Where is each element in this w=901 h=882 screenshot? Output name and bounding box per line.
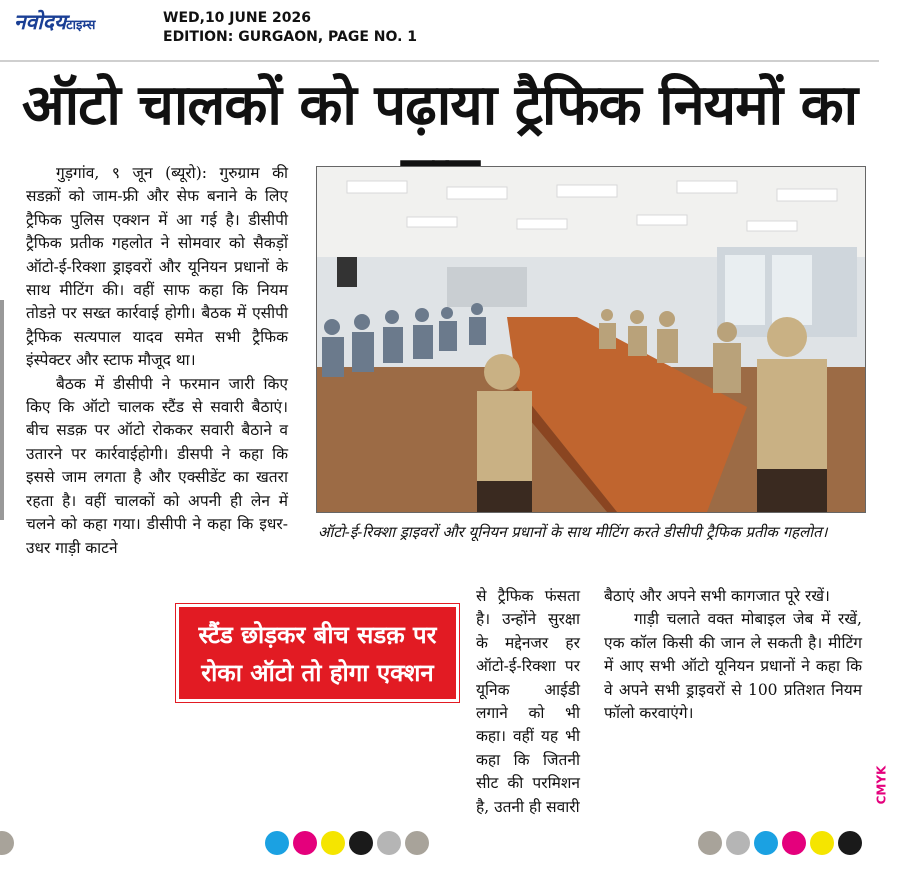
header-divider — [0, 60, 879, 62]
dateline — [163, 9, 417, 47]
edition-info: EDITION: GURGAON, PAGE NO. 1 — [163, 29, 418, 45]
photo-caption: ऑटो-ई-रिक्शा ड्राइवरों और यूनियन प्रधानों के साथ मीटिंग करते डीसीपी ट्रैफिक प्रतीक गहलोत। — [318, 523, 828, 541]
registration-mark — [754, 831, 778, 855]
article-paragraph: गाड़ी चलाते वक्त मोबाइल जेब में रखें, एक कॉल किसी की जान ले सकती है। मीटिंग में आए सभी ऑटो यूनियन प्रधानों ने कहा कि वे अपने सभी ड्राइवरों से 100 प्रतिशत नियम फॉलो करवाएंगे। — [604, 610, 862, 723]
article-column-1 — [26, 162, 288, 560]
masthead-logo — [14, 8, 139, 34]
pull-quote-line-1: स्टैंड छोड़कर बीच सडक़ पर — [198, 621, 437, 649]
registration-mark — [377, 831, 401, 855]
page-edge-bar — [0, 300, 4, 520]
registration-mark — [321, 831, 345, 855]
registration-mark — [726, 831, 750, 855]
registration-mark — [810, 831, 834, 855]
logo-secondary: टाइम्स — [66, 18, 96, 33]
registration-mark — [838, 831, 862, 855]
registration-mark — [349, 831, 373, 855]
article-paragraph: से ट्रैफिक फंसता है। उन्होंने सुरक्षा के मद्देनजर हर ऑटो-ई-रिक्शा पर यूनिक आईडी लगाने को भी कहा। वहीं यह भी कहा कि जितनी सीट की परमिशन है, उतनी ही सवारी — [476, 587, 580, 816]
meeting-photo-illustration — [317, 167, 865, 512]
registration-mark — [782, 831, 806, 855]
edition-date: WED,10 JUNE 2026 — [163, 10, 311, 26]
article-headline: ऑटो चालकों को पढ़ाया ट्रैफिक नियमों का — [21, 73, 858, 138]
article-paragraph: बैठाएं और अपने सभी कागजात पूरे रखें। — [604, 587, 830, 605]
cmyk-label — [862, 765, 889, 805]
article-column-3 — [604, 585, 862, 725]
registration-mark — [405, 831, 429, 855]
cmyk-text: CMYK — [874, 765, 889, 805]
registration-mark — [265, 831, 289, 855]
pull-quote-line-2: रोका ऑटो तो होगा एक्शन — [201, 659, 434, 687]
article-paragraph: बैठक में डीसीपी ने फरमान जारी किए किए कि ऑटो चालक स्टैंड से सवारी बैठाएं। बीच सडक़ पर ऑटो रोककर सवारी बैठाने व उतारने पर कार्रवाईहोगी। डीसपी ने कहा कि इससे जाम लगता है और एक्सीडेंट का खतरा रहता है। वहीं चालकों को अपनी ही लेन में चलने को कहा गया। डीसीपी ने कहा कि इधर-उधर गाड़ी काटने — [26, 374, 288, 557]
article-photo — [316, 166, 866, 513]
article-column-2 — [316, 585, 580, 819]
registration-mark — [698, 831, 722, 855]
registration-mark — [0, 831, 14, 855]
registration-mark — [293, 831, 317, 855]
article-paragraph: गुड़गांव, ९ जून (ब्यूरो): गुरुग्राम की सडक़ों को जाम-फ्री और सेफ बनाने के लिए ट्रैफिक पुलिस एक्शन में आ गई है। डीसीपी ट्रैफिक प्रतीक गहलोत ने सोमवार को सैकड़ों ऑटो-ई-रिक्शा ड्राइवरों और यूनियन प्रधानों के साथ मीटिंग की। वहीं साफ कहा कि नियम तोडऩे पर सख्त कार्रवाई होगी। बैठक में एसीपी ट्रैफिक सत्यपाल यादव समेत सभी ट्रैफिक इंस्पेक्टर और स्टाफ मौजूद था। — [26, 164, 288, 370]
logo-primary: नवोदय — [14, 10, 67, 34]
